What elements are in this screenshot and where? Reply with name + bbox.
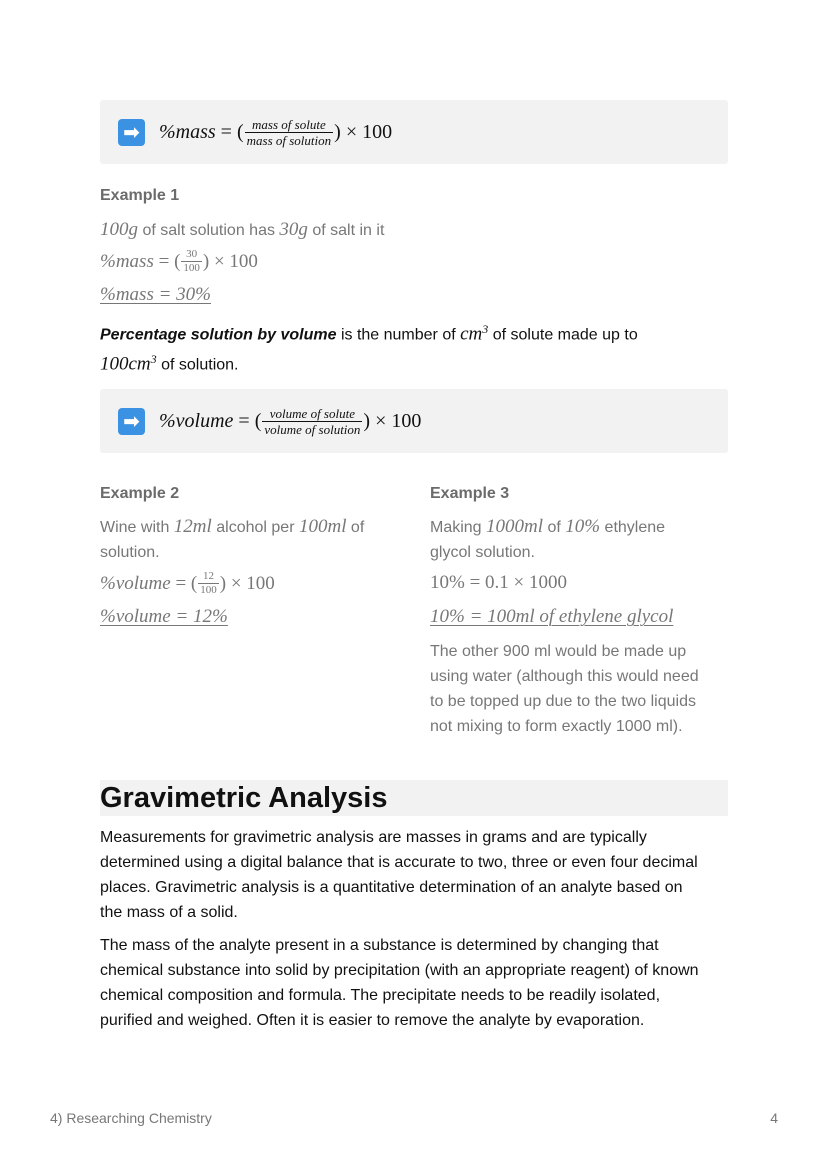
fraction-denominator: mass of solution xyxy=(246,132,332,148)
calc-fraction xyxy=(198,571,219,596)
formula-fraction xyxy=(262,407,362,436)
example-3-title: Example 3 xyxy=(430,485,510,502)
mass-formula: %mass = ( $\frac{\text{mass of solute}}{\text{mass of solution}}$ ) × 100 xyxy=(159,116,393,148)
text: of xyxy=(346,519,365,536)
formula-equals: = xyxy=(220,120,232,143)
quantity: 1000ml xyxy=(486,516,544,537)
right-arrow-icon: ➡ xyxy=(118,408,145,435)
formula-multiplier: × 100 xyxy=(375,409,422,432)
text: of salt solution has xyxy=(138,222,280,239)
formula-equals: = xyxy=(238,409,250,432)
text: of xyxy=(543,519,566,536)
calc-lhs: %volume xyxy=(100,572,171,594)
text: alcohol per xyxy=(211,519,299,536)
quantity: 30g xyxy=(279,219,308,240)
example-2-calculation: %volume = ( $\frac{12}{100}$ ) × 100 xyxy=(100,570,275,596)
note-line: using water (although this would need xyxy=(430,668,699,685)
calc-equals: = xyxy=(158,250,170,272)
example-2-title: Example 2 xyxy=(100,485,180,502)
note-line: The other 900 ml would be made up xyxy=(430,643,687,660)
calc-lhs: %mass xyxy=(100,250,154,272)
text: of salt in it xyxy=(307,222,385,239)
example-3-calculation: 10% = 0.1 × 1000 xyxy=(430,572,568,593)
superscript: 3 xyxy=(150,352,157,367)
fraction-numerator: mass of solute xyxy=(245,118,334,133)
text: is the number of xyxy=(336,326,461,344)
example-2-result: %volume = 12% xyxy=(100,606,228,627)
calc-equals: = xyxy=(175,572,187,594)
quantity: 100ml xyxy=(298,516,347,537)
fraction-numerator: 12 xyxy=(198,571,219,584)
example-1-description xyxy=(100,217,384,243)
formula-multiplier: × 100 xyxy=(345,120,393,143)
volume-formula: %volume = ( $\frac{\text{volume of solute}}{\text{volume of solution}}$ ) × 100 xyxy=(159,405,422,437)
formula-lhs: %volume xyxy=(159,409,234,432)
definition-term: Percentage solution by volume xyxy=(100,326,337,344)
calc-multiplier: × 100 xyxy=(213,250,258,272)
quantity: 100g xyxy=(100,219,138,240)
section-heading-bar xyxy=(100,780,728,816)
mass-formula-callout xyxy=(100,100,728,164)
superscript: 3 xyxy=(482,322,489,336)
formula-lhs: %mass xyxy=(159,120,216,143)
example-2-description xyxy=(100,514,400,565)
unit: cm xyxy=(460,323,483,345)
note-line: to be topped up due to the two liquids xyxy=(430,693,696,710)
quantity: 12ml xyxy=(173,516,212,537)
paragraph-line: chemical substance into solid by precipitation (with an appropriate reagent) of known xyxy=(100,962,699,979)
volume-definition xyxy=(100,317,730,378)
fraction-denominator: volume of solution xyxy=(264,421,361,437)
text: of solution. xyxy=(156,356,239,374)
calc-multiplier: × 100 xyxy=(230,572,275,594)
note-line: not mixing to form exactly 1000 ml). xyxy=(430,718,683,735)
fraction-denominator: 100 xyxy=(200,584,217,596)
amount: 100cm xyxy=(100,353,151,375)
text: glycol solution. xyxy=(430,544,535,561)
example-3-description xyxy=(430,514,730,565)
example-1-title: Example 1 xyxy=(100,187,180,204)
quantity: 10% xyxy=(565,516,601,537)
example-3-result: 10% = 100ml of ethylene glycol xyxy=(430,606,674,627)
gravimetric-paragraph-2 xyxy=(100,933,730,1033)
paragraph-line: purified and weighed. Often it is easier to remove the analyte by evaporation. xyxy=(100,1012,645,1029)
paragraph-line: chemical composition and formula. The precipitate needs to be readily isolated, xyxy=(100,987,661,1004)
text: Wine with xyxy=(100,519,174,536)
fraction-denominator: 100 xyxy=(183,262,200,274)
footer-page-number: 4 xyxy=(770,1110,778,1126)
example-3-note xyxy=(430,639,730,739)
volume-formula-callout xyxy=(100,389,728,453)
example-1-result: %mass = 30% xyxy=(100,284,211,305)
paragraph-line: places. Gravimetric analysis is a quantitative determination of an analyte based on xyxy=(100,879,683,896)
text: solution. xyxy=(100,544,160,561)
calc-fraction xyxy=(181,249,202,274)
formula-fraction xyxy=(245,118,334,147)
text: ethylene xyxy=(600,519,666,536)
gravimetric-paragraph-1 xyxy=(100,825,730,925)
fraction-numerator: volume of solute xyxy=(262,407,362,422)
paragraph-line: the mass of a solid. xyxy=(100,904,238,921)
text: of solute made up to xyxy=(488,326,638,344)
paragraph-line: Measurements for gravimetric analysis are masses in grams and are typically xyxy=(100,829,647,846)
paragraph-line: The mass of the analyte present in a substance is determined by changing that xyxy=(100,937,659,954)
section-heading: Gravimetric Analysis xyxy=(100,782,388,814)
fraction-numerator: 30 xyxy=(181,249,202,262)
paragraph-line: determined using a digital balance that is accurate to two, three or even four decimal xyxy=(100,854,698,871)
text: Making xyxy=(430,519,487,536)
example-1-calculation: %mass = ( $\frac{30}{100}$ ) × 100 xyxy=(100,248,258,274)
right-arrow-icon: ➡ xyxy=(118,119,145,146)
footer-chapter: 4) Researching Chemistry xyxy=(50,1110,212,1126)
